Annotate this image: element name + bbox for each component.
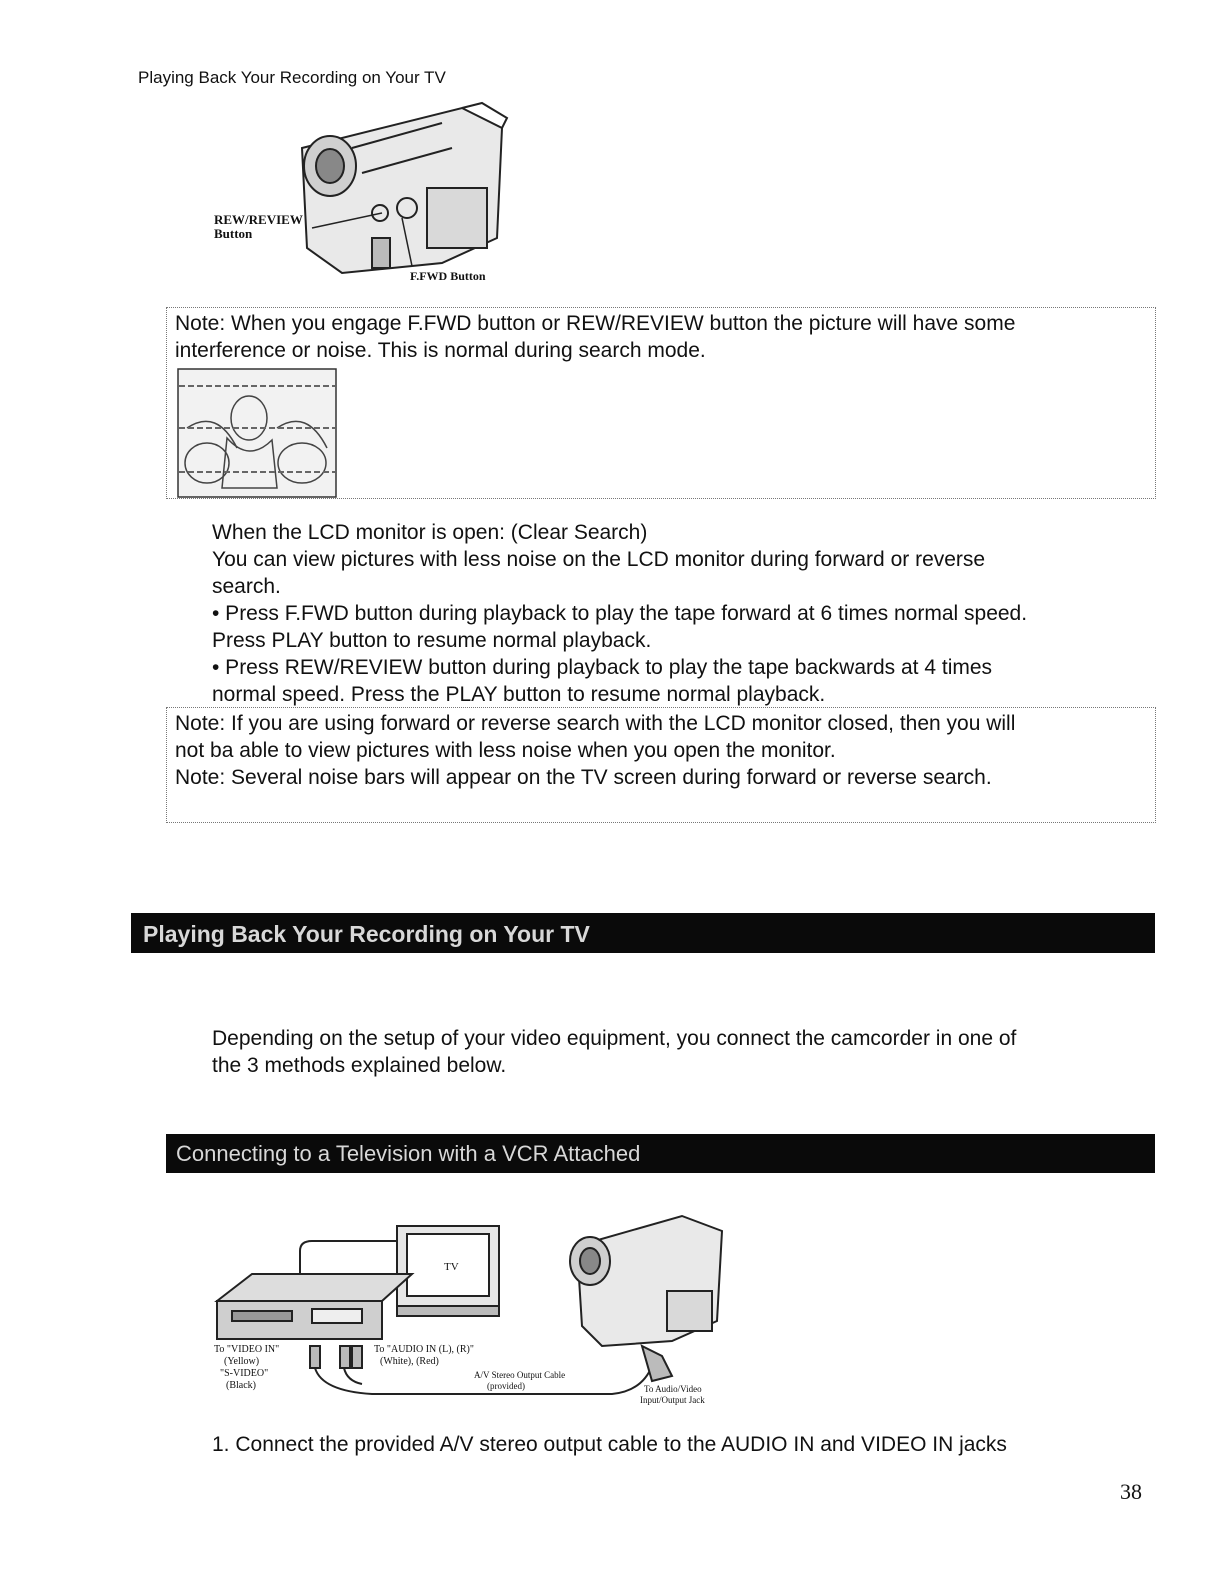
camcorder-buttons-figure [212,88,522,288]
clear-search-paragraph [212,519,1162,708]
note-box-interference [166,307,1156,499]
note-line: interference or noise. This is normal during search mode. [175,339,706,362]
note-box-lcd-closed [166,707,1156,823]
video-in-label: To "VIDEO IN" [214,1344,280,1355]
note-line: Note: If you are using forward or reverse search with the LCD monitor closed, then you will [175,712,1016,735]
video-in-color: (Yellow) [224,1356,260,1367]
s-video-label: "S-VIDEO" [220,1368,269,1379]
note-line: not ba able to view pictures with less noise when you open the monitor. [175,739,836,762]
note-line: Note: Several noise bars will appear on the TV screen during forward or reverse search. [175,766,992,789]
rew-review-sublabel: Button [214,226,253,241]
audio-in-color: (White), (Red) [380,1356,439,1367]
text-line: search. [212,575,281,598]
text-line: • Press REW/REVIEW button during playback to play the tape backwards at 4 times [212,656,993,679]
note-line: Note: When you engage F.FWD button or REW/REVIEW button the picture will have some [175,312,1016,335]
page-number: 38 [1120,1479,1142,1504]
s-video-color: (Black) [226,1380,256,1391]
tv-label: TV [444,1261,459,1273]
jack-sublabel: Input/Output Jack [640,1395,705,1405]
tv-vcr-connection-figure [212,1206,752,1411]
cable-label: A/V Stereo Output Cable [474,1370,566,1380]
text-line: You can view pictures with less noise on the LCD monitor during forward or reverse [212,548,986,571]
text-line: • Press F.FWD button during playback to play the tape forward at 6 times normal speed. [212,602,1028,625]
text-line: the 3 methods explained below. [212,1054,507,1077]
noise-picture-thumbnail [177,368,337,498]
rew-review-label: REW/REVIEW [214,212,303,227]
cable-provided-label: (provided) [487,1381,525,1391]
text-line: Press PLAY button to resume normal playback. [212,629,652,652]
text-line: Depending on the setup of your video equipment, you connect the camcorder in one of [212,1027,1017,1050]
audio-in-label: To "AUDIO IN (L), (R)" [374,1344,474,1355]
text-line: normal speed. Press the PLAY button to resume normal playback. [212,683,826,706]
intro-paragraph [212,1025,1152,1079]
running-head: Playing Back Your Recording on Your TV [138,68,446,87]
ffwd-button-label: F.FWD Button [410,269,486,283]
jack-label: To Audio/Video [644,1384,702,1394]
section-title-bar: Playing Back Your Recording on Your TV [131,913,1155,953]
text-line: When the LCD monitor is open: (Clear Search) [212,521,648,544]
step-1-text: 1. Connect the provided A/V stereo output cable to the AUDIO IN and VIDEO IN jacks [212,1433,1007,1456]
subsection-title-bar: Connecting to a Television with a VCR Attached [166,1134,1155,1173]
